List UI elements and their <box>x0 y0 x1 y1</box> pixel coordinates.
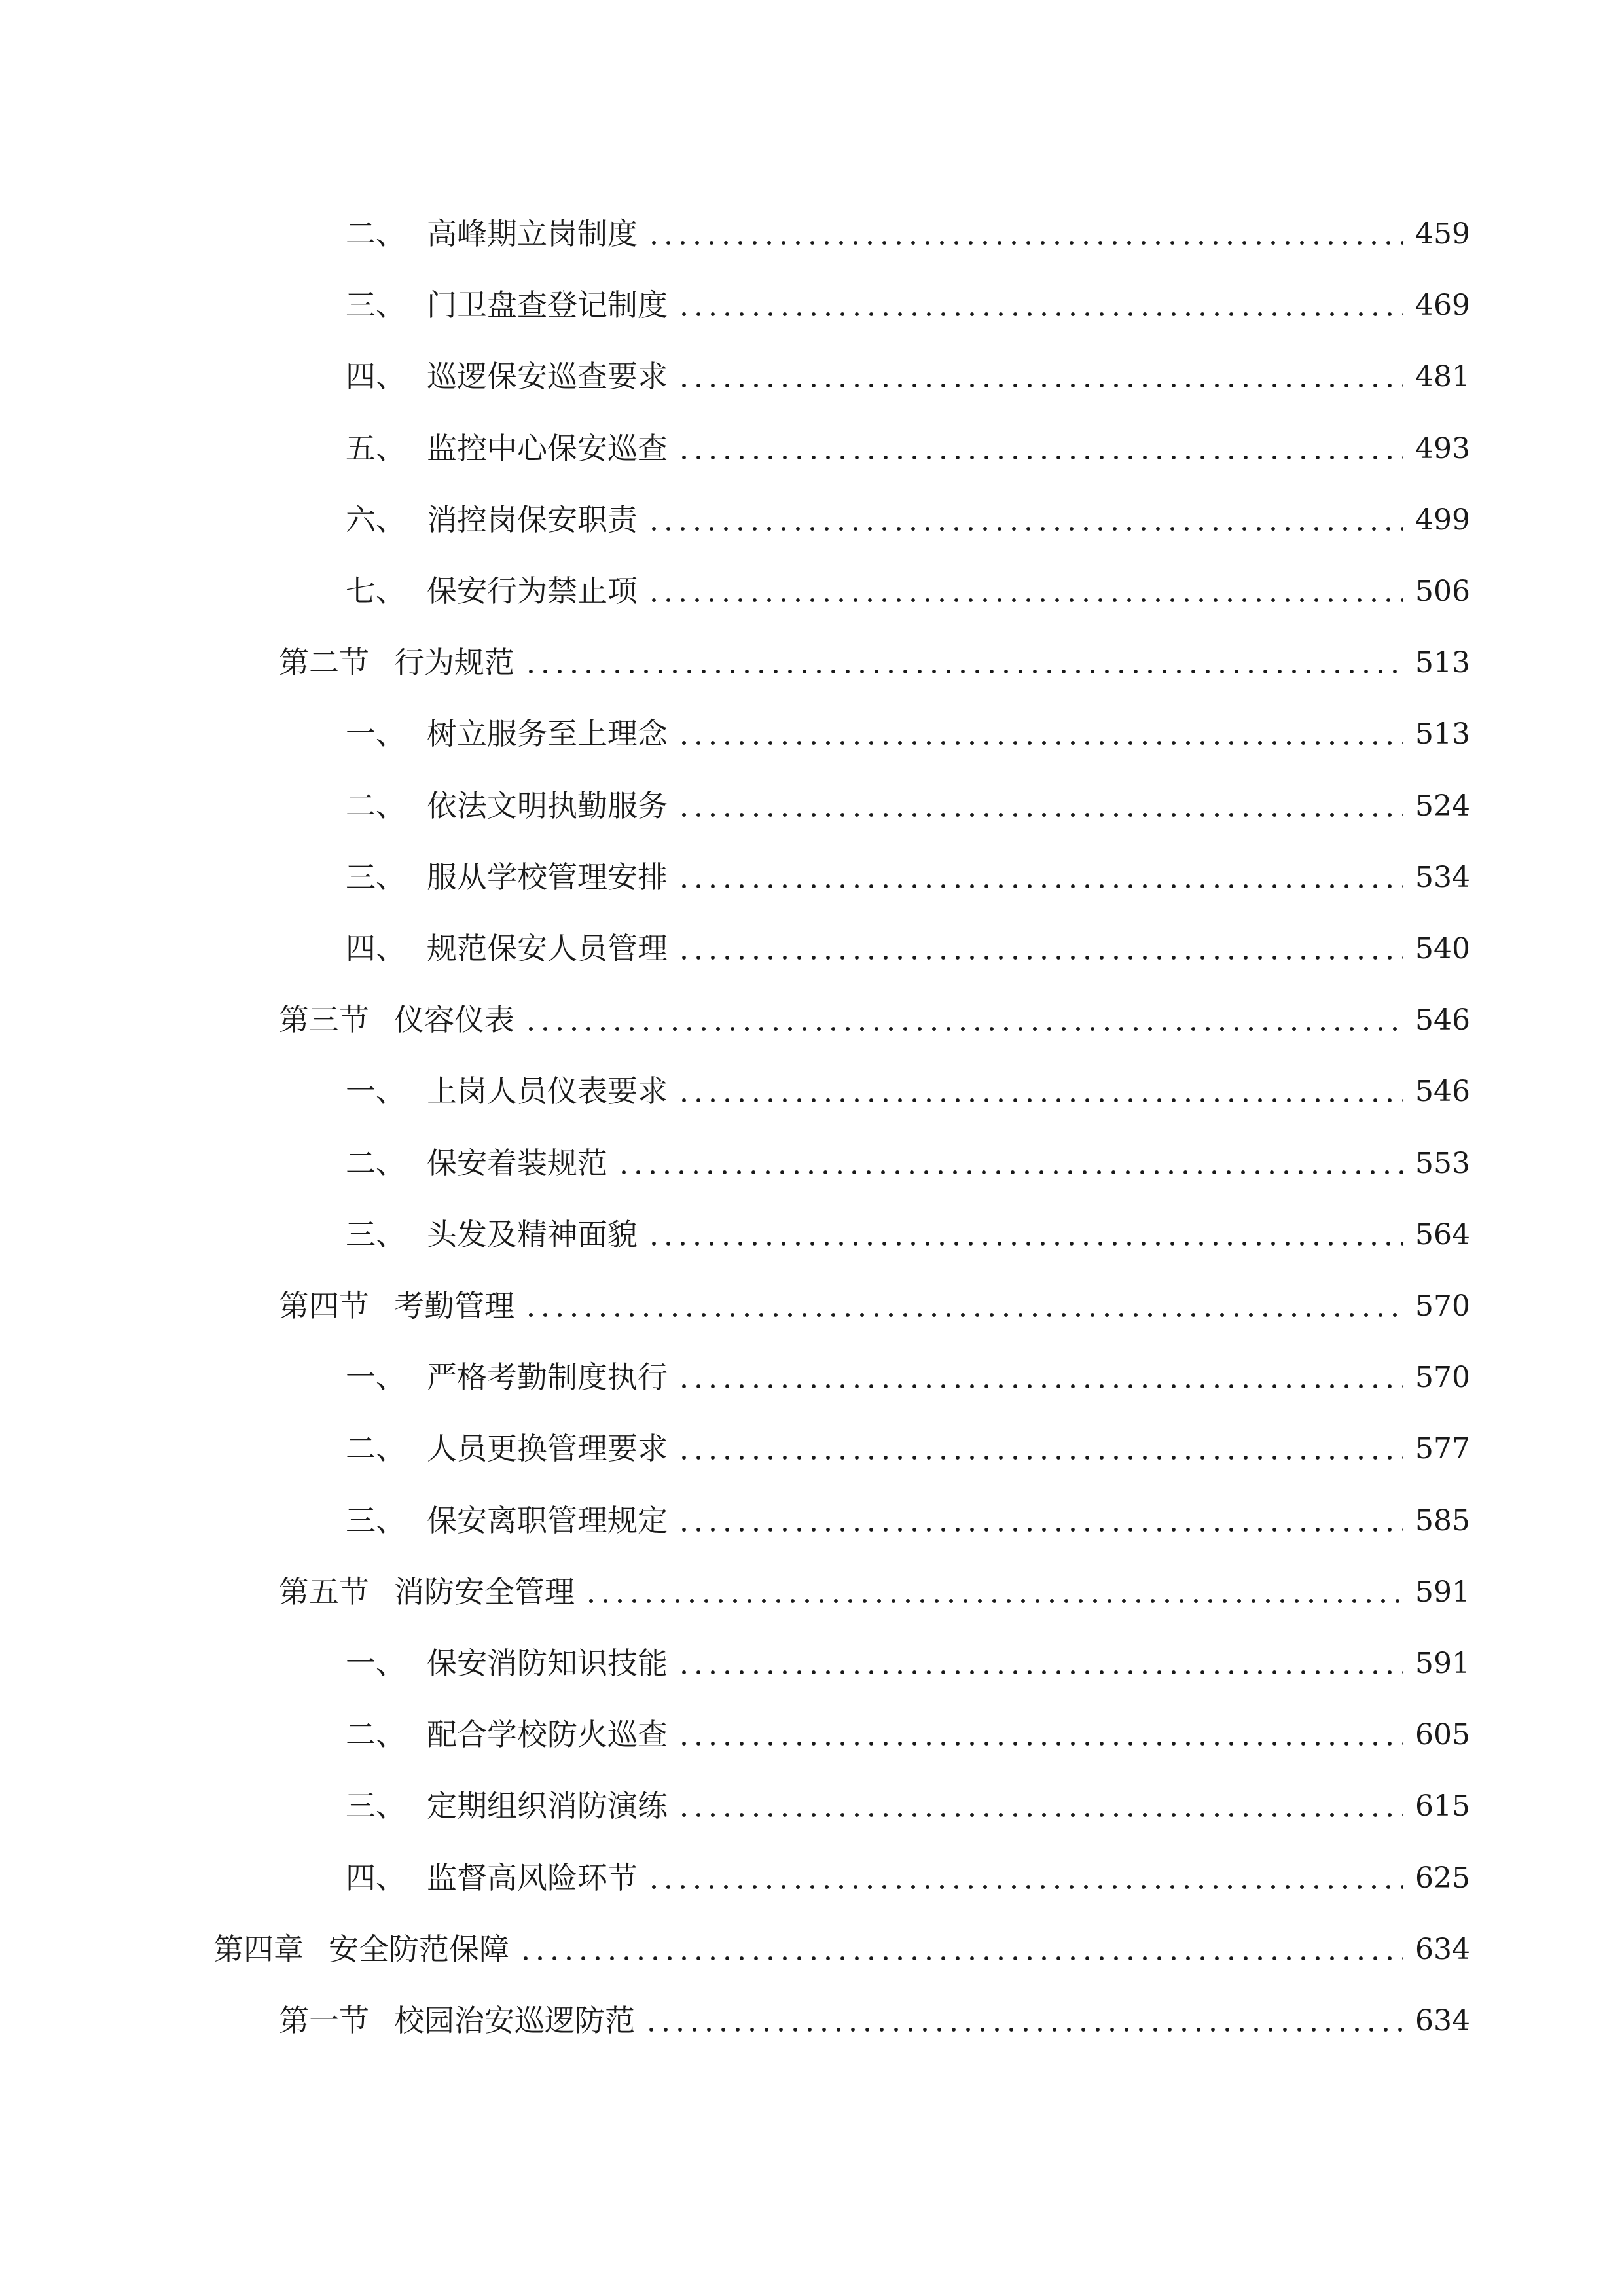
toc-entry-page-number: 540 <box>1415 932 1470 965</box>
toc-entry-page-number: 591 <box>1415 1647 1470 1680</box>
toc-entry-label <box>279 1288 514 1323</box>
toc-entry-page-number: 459 <box>1415 217 1470 251</box>
toc-entry-label <box>346 573 638 609</box>
toc-entry-label <box>213 1931 509 1967</box>
toc-entry-label <box>346 787 668 823</box>
toc-entry-label <box>346 216 638 251</box>
toc-entry-page-number: 546 <box>1415 1003 1470 1037</box>
toc-entry-number: 二、 <box>346 1431 406 1467</box>
toc-entry-number: 四、 <box>346 1859 406 1895</box>
toc-entry-page-number: 570 <box>1415 1361 1470 1395</box>
dot-leader <box>647 1240 1403 1247</box>
toc-entry-label <box>346 359 668 395</box>
toc-entry-title: 依法文明执勤服务 <box>427 787 668 823</box>
toc-entry-title: 考勤管理 <box>394 1288 514 1323</box>
toc-entry-label <box>346 859 668 895</box>
dot-leader <box>677 1097 1403 1103</box>
dot-leader <box>677 1812 1403 1818</box>
dot-leader <box>677 1383 1403 1390</box>
dot-leader <box>647 526 1403 532</box>
toc-entry-title: 消防安全管理 <box>394 1573 575 1609</box>
toc-entry[interactable] <box>0 411 1624 466</box>
toc-entry-number: 第四节 <box>279 1288 369 1323</box>
toc-entry-title: 定期组织消防演练 <box>427 1788 668 1824</box>
dot-leader <box>677 1740 1403 1747</box>
toc-entry[interactable] <box>0 1268 1624 1321</box>
toc-entry-number: 六、 <box>346 501 406 537</box>
toc-entry[interactable] <box>0 196 1624 249</box>
toc-entry-number: 第三节 <box>279 1002 369 1038</box>
toc-entry-number: 三、 <box>346 1788 406 1824</box>
toc-entry-title: 严格考勤制度执行 <box>427 1359 668 1395</box>
toc-entry-number: 第二节 <box>279 645 369 681</box>
toc-entry-title: 巡逻保安巡查要求 <box>427 359 668 395</box>
toc-entry-title: 服从学校管理安排 <box>427 859 668 895</box>
toc-entry[interactable] <box>0 268 1624 323</box>
toc-entry-label <box>346 430 668 466</box>
toc-entry-number: 二、 <box>346 1145 406 1181</box>
toc-entry-title: 头发及精神面貌 <box>427 1216 638 1252</box>
toc-entry-page-number: 546 <box>1415 1075 1470 1109</box>
toc-entry[interactable] <box>0 1840 1624 1893</box>
toc-entry[interactable] <box>0 554 1624 609</box>
toc-entry-label <box>346 931 668 966</box>
dot-leader <box>677 740 1403 746</box>
toc-entry[interactable] <box>0 1483 1624 1538</box>
toc-entry-label <box>346 1359 668 1395</box>
toc-entry-number: 一、 <box>346 716 406 752</box>
toc-entry-number: 第四章 <box>213 1931 304 1967</box>
toc-entry-page-number: 577 <box>1415 1432 1470 1466</box>
toc-entry[interactable] <box>0 625 1624 681</box>
dot-leader <box>524 1312 1403 1318</box>
toc-entry-label <box>346 287 668 323</box>
toc-entry-number: 五、 <box>346 430 406 466</box>
toc-entry-page-number: 499 <box>1415 503 1470 537</box>
toc-entry-title: 高峰期立岗制度 <box>427 216 638 251</box>
toc-entry-label <box>346 501 638 537</box>
toc-entry-page-number: 553 <box>1415 1146 1470 1180</box>
toc-entry-title: 规范保安人员管理 <box>427 931 668 966</box>
toc-entry-page-number: 605 <box>1415 1718 1470 1752</box>
toc-entry-number: 七、 <box>346 573 406 609</box>
toc-entry-page-number: 493 <box>1415 431 1470 465</box>
toc-entry-title: 门卫盘查登记制度 <box>427 287 668 323</box>
dot-leader <box>677 883 1403 889</box>
toc-entry-label <box>346 716 668 752</box>
toc-entry-title: 人员更换管理要求 <box>427 1431 668 1467</box>
toc-entry-label <box>346 1145 607 1181</box>
toc-entry-label <box>279 1002 514 1038</box>
toc-entry-page-number: 469 <box>1415 289 1470 323</box>
toc-entry[interactable] <box>0 1697 1624 1753</box>
toc-entry-page-number: 591 <box>1415 1575 1470 1609</box>
toc-entry-number: 第一节 <box>279 2003 369 2038</box>
toc-entry-label <box>346 1645 668 1681</box>
toc-entry[interactable] <box>0 1626 1624 1681</box>
toc-entry[interactable] <box>0 482 1624 535</box>
toc-entry-page-number: 634 <box>1415 2004 1470 2037</box>
toc-entry[interactable] <box>0 1768 1624 1824</box>
dot-leader <box>677 812 1403 818</box>
dot-leader <box>524 1026 1403 1032</box>
toc-entry-number: 二、 <box>346 216 406 251</box>
toc-entry[interactable] <box>0 982 1624 1038</box>
dot-leader <box>617 1169 1403 1175</box>
toc-entry-number: 三、 <box>346 1216 406 1252</box>
toc-entry-page-number: 506 <box>1415 575 1470 608</box>
dot-leader <box>677 1669 1403 1676</box>
toc-entry-page-number: 534 <box>1415 860 1470 894</box>
toc-entry[interactable] <box>0 840 1624 895</box>
toc-entry[interactable] <box>0 1340 1624 1395</box>
toc-entry-number: 三、 <box>346 1502 406 1538</box>
toc-entry-title: 保安着装规范 <box>427 1145 607 1181</box>
dot-leader <box>677 311 1403 317</box>
toc-entry-number: 一、 <box>346 1359 406 1395</box>
toc-entry-number: 一、 <box>346 1073 406 1109</box>
dot-leader <box>647 240 1403 246</box>
dot-leader <box>584 1598 1403 1604</box>
dot-leader <box>677 1454 1403 1461</box>
dot-leader <box>677 454 1403 461</box>
toc-entry[interactable] <box>0 1912 1624 1967</box>
toc-entry-title: 校园治安巡逻防范 <box>394 2003 635 2038</box>
toc-entry-page-number: 634 <box>1415 1932 1470 1966</box>
toc-entry-title: 仪容仪表 <box>394 1002 514 1038</box>
toc-entry-number: 四、 <box>346 931 406 966</box>
toc-entry[interactable] <box>0 1054 1624 1109</box>
toc-entry-label <box>346 1431 668 1467</box>
dot-leader <box>647 1884 1403 1890</box>
toc-entry-page-number: 585 <box>1415 1503 1470 1537</box>
toc-entry-page-number: 513 <box>1415 717 1470 751</box>
dot-leader <box>518 1955 1403 1962</box>
toc-entry[interactable] <box>0 1197 1624 1252</box>
toc-entry-label <box>279 645 514 681</box>
toc-entry-number: 二、 <box>346 1717 406 1753</box>
toc-entry-title: 上岗人员仪表要求 <box>427 1073 668 1109</box>
toc-entry-number: 二、 <box>346 787 406 823</box>
dot-leader <box>644 2026 1403 2033</box>
toc-entry-title: 消控岗保安职责 <box>427 501 638 537</box>
toc-entry-label <box>346 1788 668 1824</box>
toc-entry[interactable] <box>0 1983 1624 2036</box>
toc-entry-page-number: 625 <box>1415 1861 1470 1895</box>
toc-entry-page-number: 513 <box>1415 646 1470 680</box>
toc-entry-label <box>346 1502 668 1538</box>
toc-entry-number: 一、 <box>346 1645 406 1681</box>
toc-entry-title: 配合学校防火巡查 <box>427 1717 668 1753</box>
toc-entry-label <box>279 2005 635 2036</box>
toc-entry[interactable] <box>0 339 1624 395</box>
toc-entry-label <box>346 1717 668 1753</box>
toc-entry[interactable] <box>0 1554 1624 1607</box>
toc-entry-title: 监控中心保安巡查 <box>427 430 668 466</box>
dot-leader <box>524 668 1403 675</box>
toc-entry-number: 第五节 <box>279 1573 369 1609</box>
toc-entry-title: 保安行为禁止项 <box>427 573 638 609</box>
toc-entry-number: 四、 <box>346 359 406 395</box>
toc-entry-number: 三、 <box>346 287 406 323</box>
toc-entry-title: 保安离职管理规定 <box>427 1502 668 1538</box>
toc-entry-title: 安全防范保障 <box>329 1931 509 1967</box>
toc-entry-title: 树立服务至上理念 <box>427 716 668 752</box>
toc-entry-page-number: 564 <box>1415 1217 1470 1251</box>
toc-entry-label <box>346 1073 668 1109</box>
toc-entry[interactable] <box>0 1126 1624 1181</box>
dot-leader <box>677 382 1403 389</box>
dot-leader <box>647 597 1403 603</box>
dot-leader <box>677 1526 1403 1533</box>
toc-entry[interactable] <box>0 911 1624 966</box>
toc-entry-page-number: 615 <box>1415 1789 1470 1823</box>
toc-entry-page-number: 481 <box>1415 360 1470 394</box>
toc-entry-number: 三、 <box>346 859 406 895</box>
toc-entry-label <box>346 1216 638 1252</box>
toc-entry[interactable] <box>0 1411 1624 1467</box>
toc-entry-label <box>279 1573 575 1609</box>
toc-entry[interactable] <box>0 696 1624 752</box>
toc-entry-title: 保安消防知识技能 <box>427 1645 668 1681</box>
toc-entry-title: 监督高风险环节 <box>427 1859 638 1895</box>
toc-entry-title: 行为规范 <box>394 645 514 681</box>
toc-entry[interactable] <box>0 768 1624 821</box>
toc-entry-label <box>346 1859 638 1895</box>
dot-leader <box>677 954 1403 961</box>
toc-entry-page-number: 524 <box>1415 789 1470 823</box>
toc-entry-page-number: 570 <box>1415 1289 1470 1323</box>
